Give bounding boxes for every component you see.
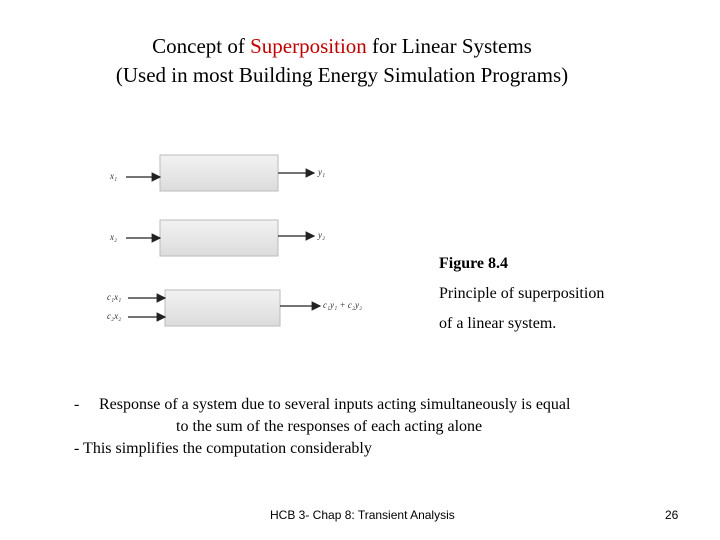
bullet-2: - This simplifies the computation considerably: [74, 440, 372, 457]
slide-title: [0, 32, 720, 90]
bullet-dash: -: [74, 396, 80, 413]
input-label-1: x₁: [110, 171, 118, 181]
superposition-diagram: [100, 145, 400, 345]
system-block-2: [160, 220, 278, 256]
input-label-3a: c₁x₁: [107, 292, 122, 302]
figure-number: Figure 8.4: [439, 255, 509, 272]
title-line-1: Concept of Superposition for Linear Systems: [152, 34, 532, 58]
output-label-3: c₁y₁ + c₂y₂: [323, 300, 363, 310]
input-label-3b: c₂x₂: [107, 311, 122, 321]
bullet-1: [74, 394, 674, 416]
title-line-2: (Used in most Building Energy Simulation Programs): [115, 63, 569, 87]
output-label-1: y₁: [318, 167, 326, 177]
caption-line-2: of a linear system.: [439, 315, 557, 332]
title-accent-word: Superposition: [250, 34, 367, 58]
system-block-1: [160, 155, 278, 191]
output-label-2: y₂: [318, 230, 326, 240]
bullet-1-continuation: to the sum of the responses of each acting alone: [176, 418, 483, 435]
bullet-1-text: Response of a system due to several inputs acting simultaneously is equal: [99, 396, 571, 413]
bullet-list: [74, 394, 674, 460]
input-label-2: x₂: [110, 232, 118, 242]
caption-line-1: Principle of superposition: [439, 285, 605, 302]
footer-text: HCB 3- Chap 8: Transient Analysis: [270, 508, 455, 522]
figure-caption: [439, 249, 604, 339]
page-number: 26: [665, 508, 679, 522]
system-block-3: [165, 290, 280, 326]
